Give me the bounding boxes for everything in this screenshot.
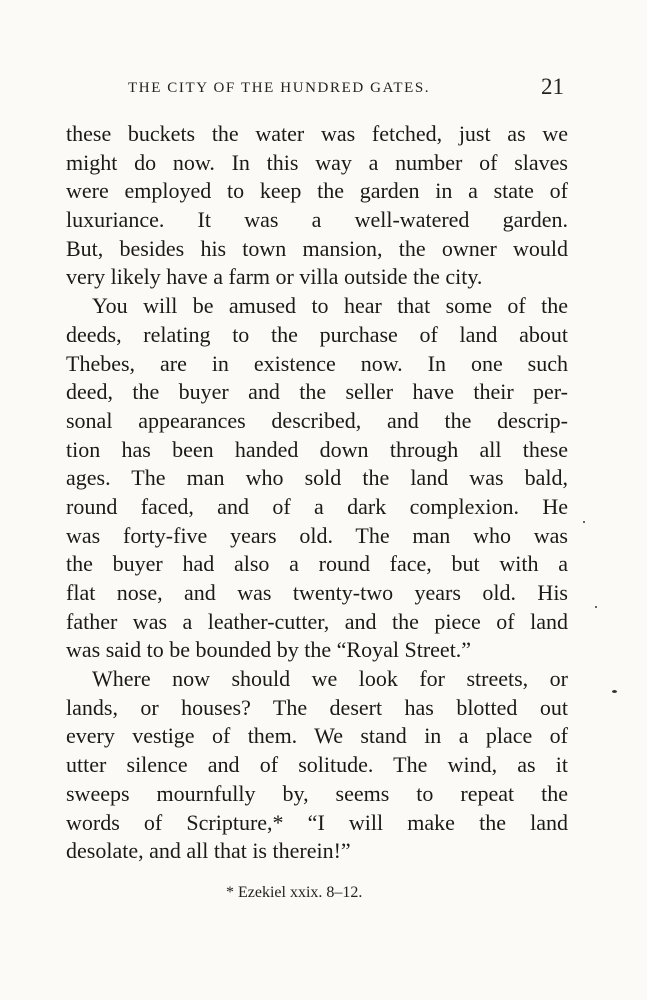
text-line: were employed to keep the garden in a state of <box>66 178 568 204</box>
text-line: lands, or houses? The desert has blotted out <box>66 694 568 720</box>
text-line: round faced, and of a dark complexion. He <box>66 493 568 519</box>
text-line: tion has been handed down through all these <box>66 436 568 462</box>
text-line: these buckets the water was fetched, just as we <box>66 121 568 146</box>
running-title: THE CITY OF THE HUNDRED GATES. <box>128 80 431 96</box>
text-line: ages. The man who sold the land was bald, <box>66 465 568 491</box>
text-line: Thebes, are in existence now. In one such <box>66 350 568 376</box>
text-line: desolate, and all that is therein!” <box>66 838 351 864</box>
text-line: the buyer had also a round face, but with a <box>66 551 568 577</box>
footnote: * Ezekiel xxix. 8–12. <box>226 884 363 901</box>
text-line: Where now should we look for streets, or <box>92 666 568 692</box>
text-line: luxuriance. It was a well-watered garden. <box>66 207 568 233</box>
text-line: was forty-five years old. The man who was <box>66 522 568 548</box>
page-number: 21 <box>541 74 564 99</box>
page-header <box>128 74 568 104</box>
text-line: deed, the buyer and the seller have their per- <box>66 379 568 405</box>
text-line: every vestige of them. We stand in a place of <box>66 723 568 749</box>
text-line: was said to be bounded by the “Royal Street.” <box>66 637 472 663</box>
text-line: father was a leather-cutter, and the piece of land <box>66 608 568 634</box>
text-line: sweeps mournfully by, seems to repeat the <box>66 780 568 806</box>
text-line: words of Scripture,* “I will make the land <box>66 809 568 835</box>
text-line: But, besides his town mansion, the owner would <box>66 235 568 261</box>
page-speck <box>612 690 617 693</box>
body-text <box>66 120 568 866</box>
text-line: You will be amused to hear that some of the <box>92 293 568 319</box>
text-line: might do now. In this way a number of slaves <box>66 149 568 175</box>
text-line: utter silence and of solitude. The wind, as it <box>66 752 568 778</box>
text-line: flat nose, and was twenty-two years old. His <box>66 580 568 605</box>
page-speck <box>583 521 585 523</box>
text-line: deeds, relating to the purchase of land about <box>66 321 568 347</box>
text-line: sonal appearances described, and the descrip- <box>66 407 568 433</box>
text-line: very likely have a farm or villa outside the city. <box>66 264 483 290</box>
page-speck <box>595 606 597 608</box>
